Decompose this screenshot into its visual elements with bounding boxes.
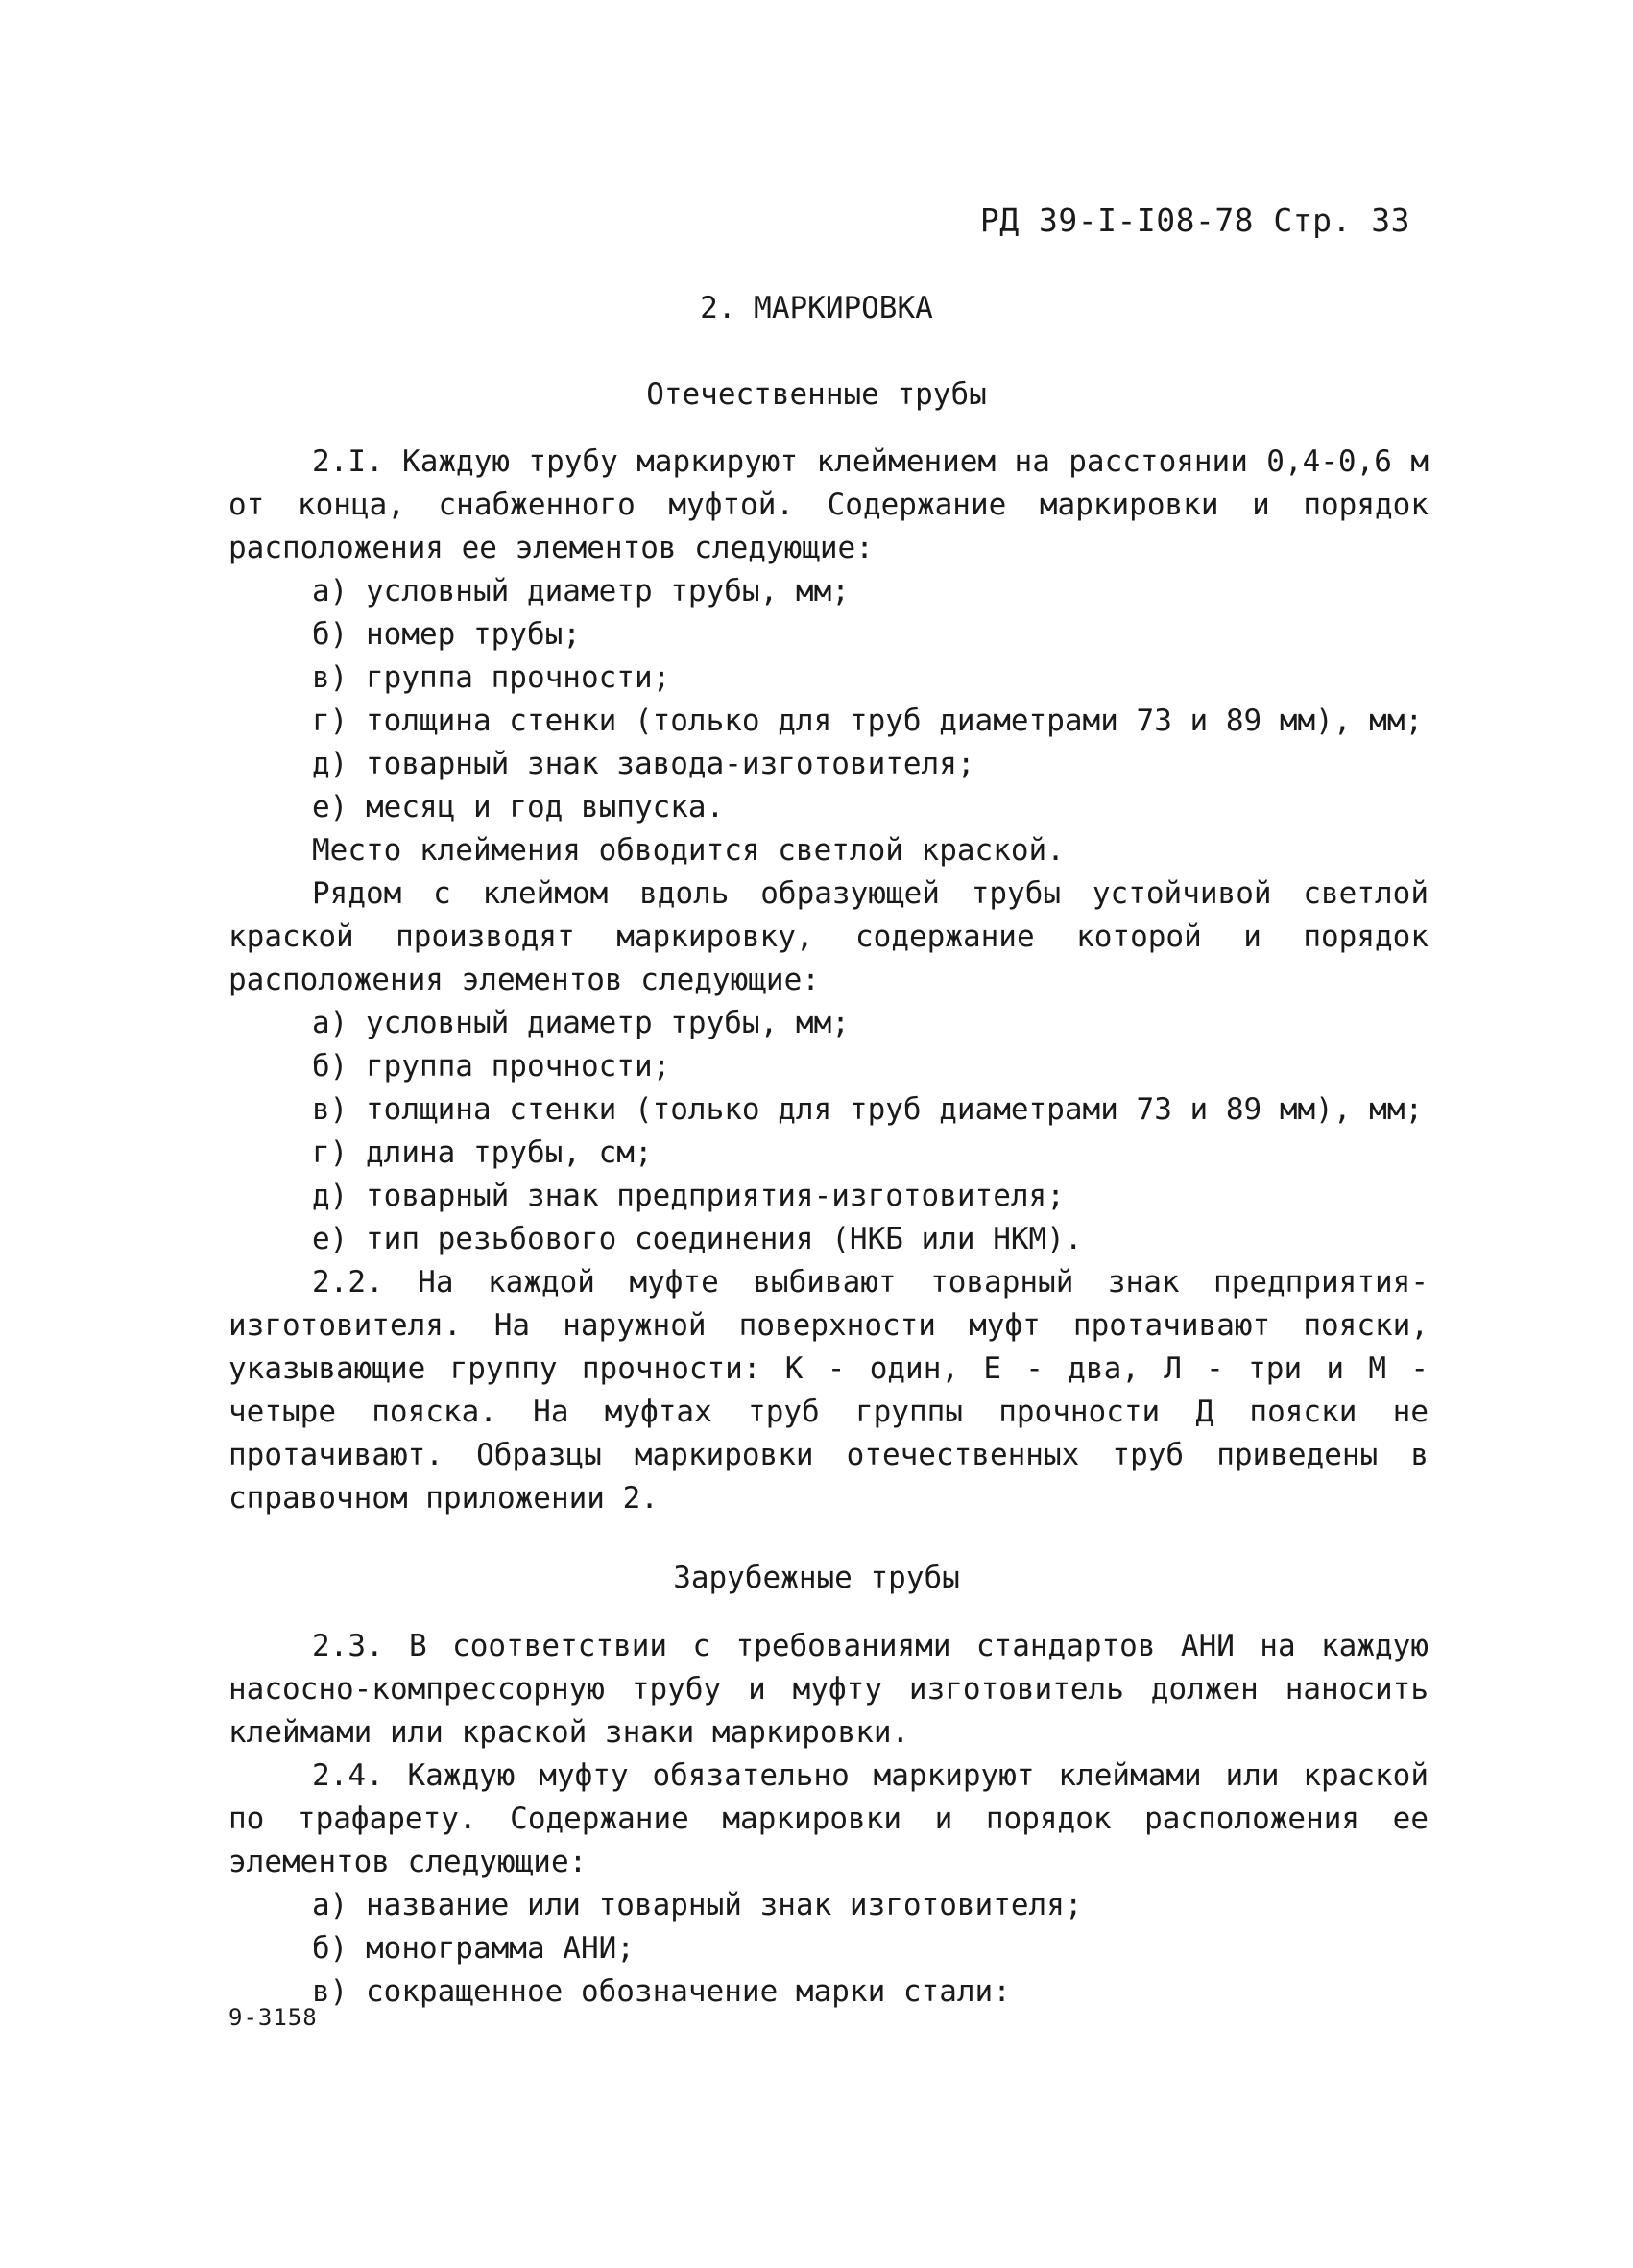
list-item: в) сокращенное обозначение марки стали:	[312, 1974, 1011, 2009]
section-title: 2. МАРКИРОВКА	[700, 291, 933, 325]
paragraph-2-4: 2.4. Каждую муфту обязательно маркируют клеймами или краской по трафарету. Содержание маркировки и порядок расположения ее элементов следующие:	[228, 1758, 1429, 1879]
document-reference: РД 39-I-I08-78 Стр. 33	[979, 202, 1410, 239]
stamp-note: Место клеймения обводится светлой краской.	[312, 833, 1065, 868]
list-item: д) товарный знак завода-изготовителя;	[312, 747, 975, 781]
list-item: а) условный диаметр трубы, мм;	[312, 1006, 850, 1040]
subtitle-foreign-pipes: Зарубежные трубы	[673, 1561, 960, 1595]
list-item: а) название или товарный знак изготовителя;	[312, 1888, 1083, 1922]
list-item: б) группа прочности;	[312, 1049, 671, 1084]
paragraph-2-3: 2.3. В соответствии с требованиями стандартов АНИ на каждую насосно-компрессорную трубу и муфту изготовитель должен наносить клеймами или краской знаки маркировки.	[228, 1629, 1429, 1750]
list-item: е) тип резьбового соединения (НКБ или НКМ).	[312, 1222, 1083, 1256]
list-item: б) номер трубы;	[312, 617, 581, 652]
list-item: в) толщина стенки (только для труб диаметрами 73 и 89 мм), мм;	[312, 1092, 1424, 1127]
list-item: д) товарный знак предприятия-изготовителя;	[312, 1179, 1065, 1213]
list-item: б) монограмма АНИ;	[312, 1931, 635, 1966]
foreign-section-body	[228, 1625, 1429, 2014]
paragraph-paint-marking: Рядом с клеймом вдоль образующей трубы устойчивой светлой краской производят маркировку, содержание которой и порядок расположения элементов следующие:	[228, 876, 1429, 997]
print-order-code: 9-3158	[228, 2004, 318, 2031]
list-item: е) месяц и год выпуска.	[312, 790, 725, 824]
list-item: г) длина трубы, см;	[312, 1135, 653, 1170]
paragraph-2-2: 2.2. На каждой муфте выбивают товарный знак предприятия-изготовителя. На наружной поверхности муфт протачивают пояски, указывающие группу прочности: К - один, Е - два, Л - три и М - четыре пояска. На муфтах труб группы прочности Д пояски не протачивают. Образцы маркировки отечественных труб приведены в справочном приложении 2.	[228, 1265, 1429, 1516]
domestic-section-body	[228, 441, 1429, 1520]
list-item: г) толщина стенки (только для труб диаметрами 73 и 89 мм), мм;	[312, 704, 1424, 738]
list-item: а) условный диаметр трубы, мм;	[312, 574, 850, 609]
list-item: в) группа прочности;	[312, 660, 671, 695]
subtitle-domestic-pipes: Отечественные трубы	[646, 377, 987, 412]
paragraph-2-1: 2.I. Каждую трубу маркируют клеймением на расстоянии 0,4-0,6 м от конца, снабженного муфтой. Содержание маркировки и порядок расположения ее элементов следующие:	[228, 444, 1429, 565]
